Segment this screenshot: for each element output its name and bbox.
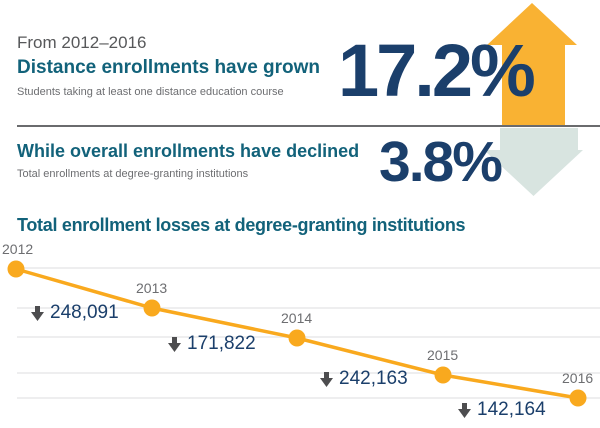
loss-label-1: [31, 302, 119, 324]
point-2015: [435, 367, 452, 384]
loss-value: 171,822: [187, 333, 256, 354]
loss-label-3: [320, 368, 408, 390]
loss-down-arrow-icon: [320, 372, 333, 387]
year-label-2012: 2012: [2, 241, 34, 257]
loss-label-4: [458, 399, 546, 421]
distance-growth-stat: 17.2%: [338, 29, 533, 112]
distance-growth-heading: Distance enrollments have grown: [17, 57, 321, 78]
date-range-label: From 2012–2016: [17, 33, 147, 52]
year-label-2014: 2014: [281, 310, 313, 326]
loss-value: 242,163: [339, 368, 408, 389]
point-2014: [289, 330, 306, 347]
point-2016: [570, 390, 587, 407]
year-label-2016: 2016: [562, 370, 594, 386]
loss-label-2: [168, 333, 256, 355]
chart-title: Total enrollment losses at degree-granting institutions: [17, 215, 466, 235]
year-label-2015: 2015: [427, 347, 459, 363]
section-divider: [17, 125, 600, 127]
distance-growth-subtitle: Students taking at least one distance education course: [17, 86, 284, 98]
loss-value: 142,164: [477, 399, 546, 420]
decline-subtitle: Total enrollments at degree-granting institutions: [17, 168, 249, 180]
decline-heading: While overall enrollments have declined: [17, 141, 360, 161]
point-2013: [144, 300, 161, 317]
loss-down-arrow-icon: [168, 337, 181, 352]
loss-down-arrow-icon: [31, 306, 44, 321]
gridlines: [17, 268, 600, 398]
point-2012: [8, 261, 25, 278]
enrollment-loss-chart: [0, 240, 600, 428]
loss-down-arrow-icon: [458, 403, 471, 418]
decline-stat: 3.8%: [379, 130, 501, 194]
year-label-2013: 2013: [136, 280, 168, 296]
loss-value: 248,091: [50, 302, 119, 323]
